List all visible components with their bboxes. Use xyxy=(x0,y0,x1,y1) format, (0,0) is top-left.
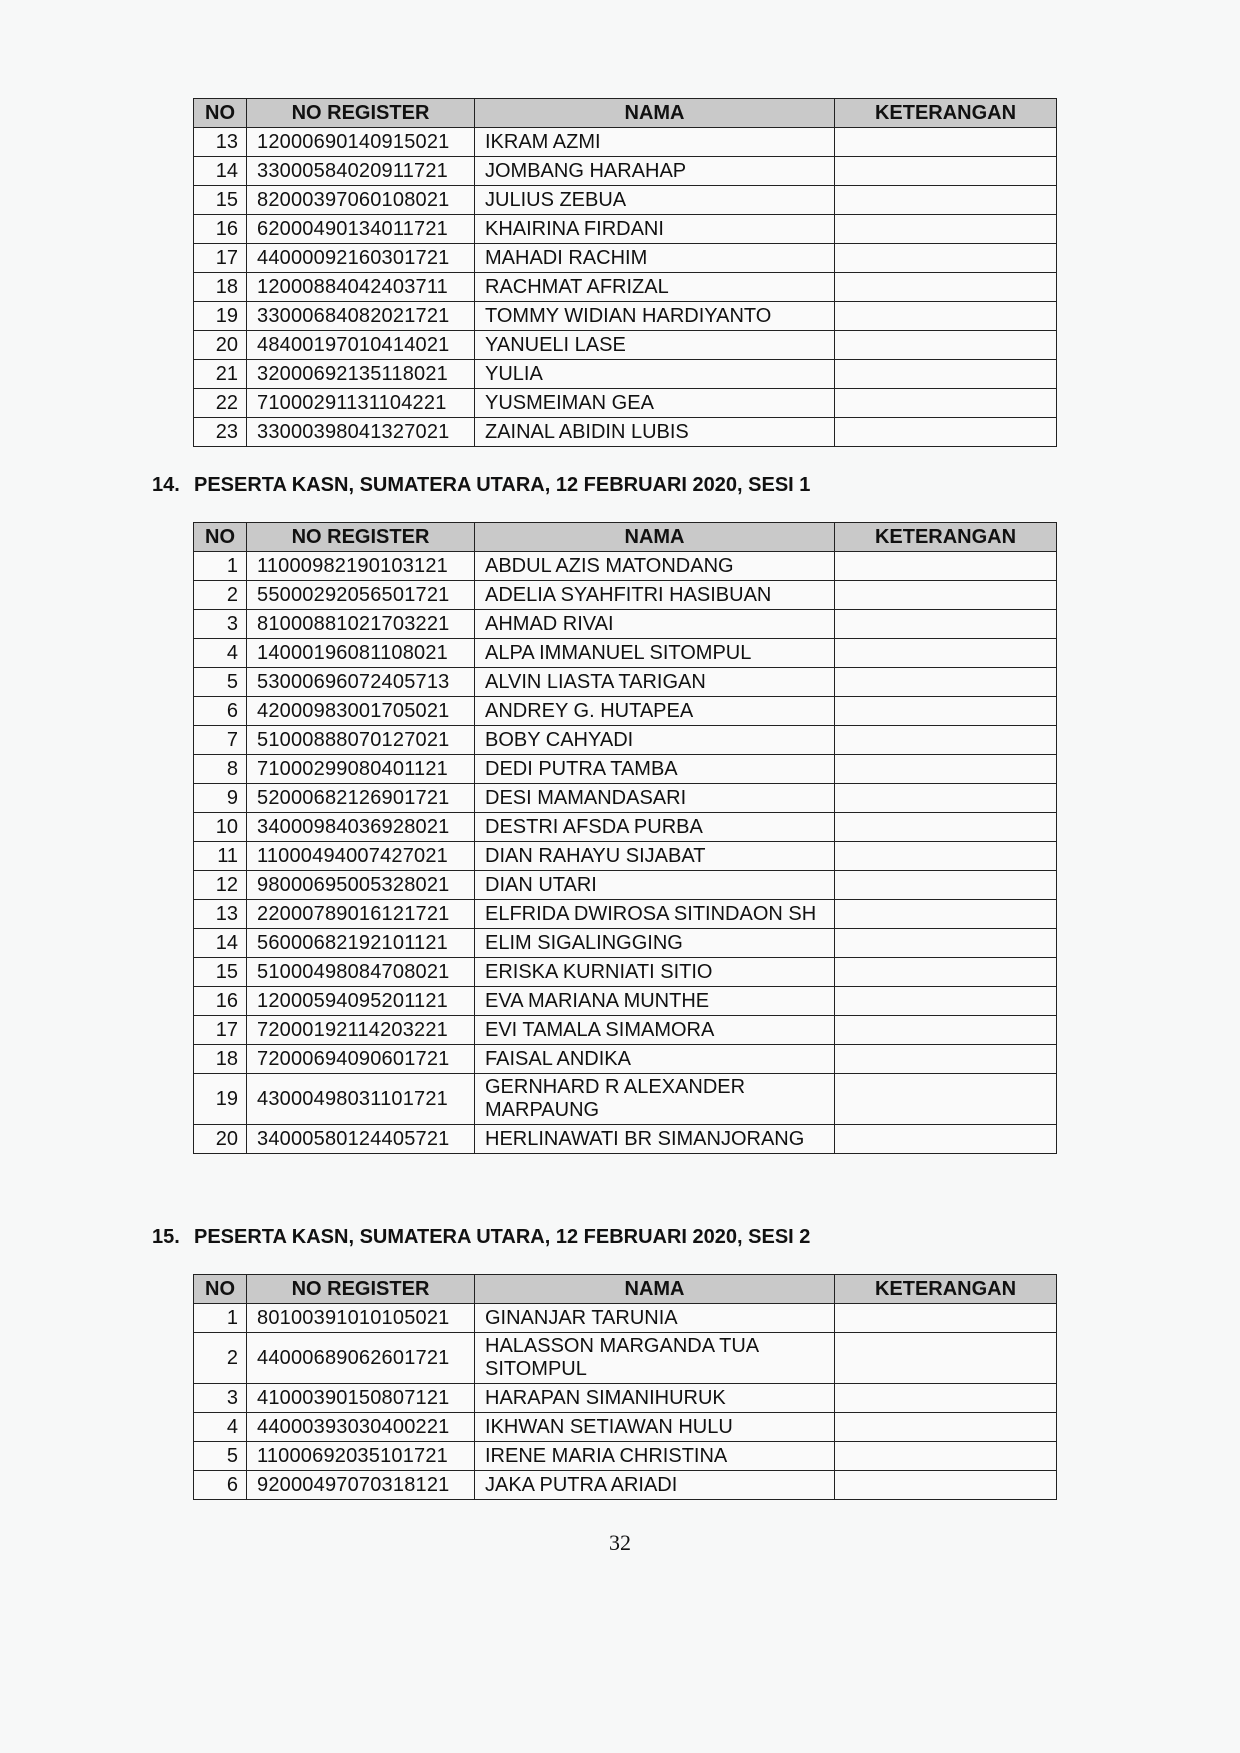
cell-no: 20 xyxy=(194,1125,247,1154)
cell-nama: EVI TAMALA SIMAMORA xyxy=(475,1016,835,1045)
cell-nama: RACHMAT AFRIZAL xyxy=(475,273,835,302)
column-header-no: NO xyxy=(194,99,247,128)
cell-register: 34000580124405721 xyxy=(247,1125,475,1154)
cell-no: 7 xyxy=(194,726,247,755)
section-title: PESERTA KASN, SUMATERA UTARA, 12 FEBRUARI 2020, SESI 2 xyxy=(194,1226,811,1248)
table-row xyxy=(194,273,1057,302)
column-header-no: NO xyxy=(194,1275,247,1304)
cell-no: 17 xyxy=(194,244,247,273)
table-row xyxy=(194,987,1057,1016)
cell-nama: HERLINAWATI BR SIMANJORANG xyxy=(475,1125,835,1154)
cell-register: 72000694090601721 xyxy=(247,1045,475,1074)
cell-no: 4 xyxy=(194,639,247,668)
cell-no: 9 xyxy=(194,784,247,813)
cell-keterangan xyxy=(835,871,1057,900)
cell-register: 72000192114203221 xyxy=(247,1016,475,1045)
cell-no: 6 xyxy=(194,1471,247,1500)
table-row xyxy=(194,1125,1057,1154)
cell-register: 42000983001705021 xyxy=(247,697,475,726)
cell-register: 11000494007427021 xyxy=(247,842,475,871)
cell-keterangan xyxy=(835,1304,1057,1333)
cell-no: 2 xyxy=(194,1333,247,1384)
cell-keterangan xyxy=(835,987,1057,1016)
cell-keterangan xyxy=(835,1442,1057,1471)
cell-keterangan xyxy=(835,128,1057,157)
cell-register: 33000398041327021 xyxy=(247,418,475,447)
cell-keterangan xyxy=(835,784,1057,813)
section-title: PESERTA KASN, SUMATERA UTARA, 12 FEBRUARI 2020, SESI 1 xyxy=(194,474,811,496)
cell-keterangan xyxy=(835,1471,1057,1500)
participants-table-sesi-1 xyxy=(193,522,1057,1154)
cell-nama: GERNHARD R ALEXANDER MARPAUNG xyxy=(475,1074,835,1125)
cell-nama: BOBY CAHYADI xyxy=(475,726,835,755)
cell-keterangan xyxy=(835,302,1057,331)
cell-nama: DIAN RAHAYU SIJABAT xyxy=(475,842,835,871)
cell-register: 12000690140915021 xyxy=(247,128,475,157)
cell-no: 19 xyxy=(194,1074,247,1125)
cell-keterangan xyxy=(835,244,1057,273)
column-header-register: NO REGISTER xyxy=(247,523,475,552)
cell-nama: DESTRI AFSDA PURBA xyxy=(475,813,835,842)
cell-register: 80100391010105021 xyxy=(247,1304,475,1333)
cell-no: 3 xyxy=(194,1384,247,1413)
cell-no: 11 xyxy=(194,842,247,871)
table-row xyxy=(194,1442,1057,1471)
table-row xyxy=(194,755,1057,784)
cell-keterangan xyxy=(835,331,1057,360)
cell-keterangan xyxy=(835,813,1057,842)
cell-register: 12000884042403711 xyxy=(247,273,475,302)
cell-nama: ABDUL AZIS MATONDANG xyxy=(475,552,835,581)
cell-no: 1 xyxy=(194,552,247,581)
cell-no: 12 xyxy=(194,871,247,900)
cell-register: 11000982190103121 xyxy=(247,552,475,581)
table-row xyxy=(194,157,1057,186)
cell-nama: DIAN UTARI xyxy=(475,871,835,900)
cell-no: 18 xyxy=(194,1045,247,1074)
cell-nama: HALASSON MARGANDA TUA SITOMPUL xyxy=(475,1333,835,1384)
cell-register: 33000584020911721 xyxy=(247,157,475,186)
cell-no: 19 xyxy=(194,302,247,331)
cell-keterangan xyxy=(835,726,1057,755)
cell-register: 33000684082021721 xyxy=(247,302,475,331)
cell-nama: IRENE MARIA CHRISTINA xyxy=(475,1442,835,1471)
cell-nama: GINANJAR TARUNIA xyxy=(475,1304,835,1333)
cell-keterangan xyxy=(835,215,1057,244)
cell-register: 44000689062601721 xyxy=(247,1333,475,1384)
table-row xyxy=(194,418,1057,447)
cell-no: 20 xyxy=(194,331,247,360)
column-header-keterangan: KETERANGAN xyxy=(835,523,1057,552)
cell-no: 5 xyxy=(194,1442,247,1471)
cell-register: 22000789016121721 xyxy=(247,900,475,929)
cell-no: 21 xyxy=(194,360,247,389)
cell-nama: ELFRIDA DWIROSA SITINDAON SH xyxy=(475,900,835,929)
page-number: 32 xyxy=(609,1530,631,1555)
cell-nama: IKRAM AZMI xyxy=(475,128,835,157)
cell-keterangan xyxy=(835,842,1057,871)
cell-nama: ZAINAL ABIDIN LUBIS xyxy=(475,418,835,447)
cell-keterangan xyxy=(835,929,1057,958)
section-heading-15 xyxy=(152,1226,810,1249)
table-row xyxy=(194,610,1057,639)
cell-nama: DEDI PUTRA TAMBA xyxy=(475,755,835,784)
table-continued xyxy=(193,98,1056,447)
cell-nama: JAKA PUTRA ARIADI xyxy=(475,1471,835,1500)
cell-no: 16 xyxy=(194,987,247,1016)
table-row xyxy=(194,1384,1057,1413)
cell-register: 41000390150807121 xyxy=(247,1384,475,1413)
cell-keterangan xyxy=(835,273,1057,302)
cell-no: 13 xyxy=(194,128,247,157)
column-header-keterangan: KETERANGAN xyxy=(835,1275,1057,1304)
cell-no: 16 xyxy=(194,215,247,244)
table-row xyxy=(194,784,1057,813)
column-header-register: NO REGISTER xyxy=(247,1275,475,1304)
cell-register: 51000888070127021 xyxy=(247,726,475,755)
table-row xyxy=(194,697,1057,726)
table-row xyxy=(194,389,1057,418)
table-section-14 xyxy=(193,522,1056,1154)
cell-register: 56000682192101121 xyxy=(247,929,475,958)
cell-keterangan xyxy=(835,958,1057,987)
table-row xyxy=(194,1471,1057,1500)
cell-keterangan xyxy=(835,418,1057,447)
table-row xyxy=(194,1413,1057,1442)
cell-nama: JOMBANG HARAHAP xyxy=(475,157,835,186)
cell-nama: ADELIA SYAHFITRI HASIBUAN xyxy=(475,581,835,610)
table-header-row xyxy=(194,523,1057,552)
cell-nama: ALVIN LIASTA TARIGAN xyxy=(475,668,835,697)
cell-keterangan xyxy=(835,668,1057,697)
table-row xyxy=(194,360,1057,389)
cell-register: 82000397060108021 xyxy=(247,186,475,215)
table-row xyxy=(194,1045,1057,1074)
table-row xyxy=(194,1016,1057,1045)
table-section-15 xyxy=(193,1274,1056,1500)
table-header-row xyxy=(194,99,1057,128)
cell-keterangan xyxy=(835,186,1057,215)
column-header-no: NO xyxy=(194,523,247,552)
cell-nama: ELIM SIGALINGGING xyxy=(475,929,835,958)
cell-register: 48400197010414021 xyxy=(247,331,475,360)
cell-no: 15 xyxy=(194,958,247,987)
cell-nama: YANUELI LASE xyxy=(475,331,835,360)
cell-nama: ALPA IMMANUEL SITOMPUL xyxy=(475,639,835,668)
cell-no: 14 xyxy=(194,157,247,186)
cell-no: 13 xyxy=(194,900,247,929)
cell-keterangan xyxy=(835,900,1057,929)
cell-register: 51000498084708021 xyxy=(247,958,475,987)
cell-register: 71000291131104221 xyxy=(247,389,475,418)
participants-table-continued xyxy=(193,98,1057,447)
column-header-nama: NAMA xyxy=(475,523,835,552)
section-number: 14. xyxy=(152,474,180,496)
cell-no: 10 xyxy=(194,813,247,842)
table-header-row xyxy=(194,1275,1057,1304)
table-row xyxy=(194,900,1057,929)
table-row xyxy=(194,668,1057,697)
cell-no: 22 xyxy=(194,389,247,418)
table-row xyxy=(194,1074,1057,1125)
cell-register: 44000092160301721 xyxy=(247,244,475,273)
cell-no: 23 xyxy=(194,418,247,447)
cell-no: 15 xyxy=(194,186,247,215)
cell-register: 55000292056501721 xyxy=(247,581,475,610)
cell-nama: AHMAD RIVAI xyxy=(475,610,835,639)
cell-nama: ANDREY G. HUTAPEA xyxy=(475,697,835,726)
cell-register: 98000695005328021 xyxy=(247,871,475,900)
cell-no: 1 xyxy=(194,1304,247,1333)
cell-keterangan xyxy=(835,1384,1057,1413)
table-row xyxy=(194,552,1057,581)
cell-nama: YULIA xyxy=(475,360,835,389)
cell-nama: YUSMEIMAN GEA xyxy=(475,389,835,418)
cell-no: 18 xyxy=(194,273,247,302)
cell-keterangan xyxy=(835,1016,1057,1045)
column-header-nama: NAMA xyxy=(475,1275,835,1304)
cell-keterangan xyxy=(835,755,1057,784)
cell-register: 12000594095201121 xyxy=(247,987,475,1016)
cell-register: 14000196081108021 xyxy=(247,639,475,668)
column-header-register: NO REGISTER xyxy=(247,99,475,128)
table-row xyxy=(194,929,1057,958)
cell-nama: EVA MARIANA MUNTHE xyxy=(475,987,835,1016)
cell-no: 2 xyxy=(194,581,247,610)
cell-keterangan xyxy=(835,1074,1057,1125)
table-row xyxy=(194,958,1057,987)
table-body xyxy=(194,552,1057,1154)
cell-nama: IKHWAN SETIAWAN HULU xyxy=(475,1413,835,1442)
table-row xyxy=(194,842,1057,871)
cell-register: 81000881021703221 xyxy=(247,610,475,639)
cell-no: 14 xyxy=(194,929,247,958)
column-header-nama: NAMA xyxy=(475,99,835,128)
cell-register: 71000299080401121 xyxy=(247,755,475,784)
table-row xyxy=(194,331,1057,360)
table-row xyxy=(194,813,1057,842)
cell-nama: KHAIRINA FIRDANI xyxy=(475,215,835,244)
cell-register: 32000692135118021 xyxy=(247,360,475,389)
cell-nama: HARAPAN SIMANIHURUK xyxy=(475,1384,835,1413)
table-row xyxy=(194,128,1057,157)
table-row xyxy=(194,1333,1057,1384)
cell-no: 5 xyxy=(194,668,247,697)
table-body xyxy=(194,128,1057,447)
table-row xyxy=(194,639,1057,668)
cell-no: 3 xyxy=(194,610,247,639)
cell-keterangan xyxy=(835,157,1057,186)
column-header-keterangan: KETERANGAN xyxy=(835,99,1057,128)
table-row xyxy=(194,244,1057,273)
cell-nama: JULIUS ZEBUA xyxy=(475,186,835,215)
cell-nama: DESI MAMANDASARI xyxy=(475,784,835,813)
cell-no: 4 xyxy=(194,1413,247,1442)
cell-register: 62000490134011721 xyxy=(247,215,475,244)
cell-keterangan xyxy=(835,1333,1057,1384)
cell-keterangan xyxy=(835,389,1057,418)
cell-keterangan xyxy=(835,581,1057,610)
cell-keterangan xyxy=(835,1045,1057,1074)
cell-no: 8 xyxy=(194,755,247,784)
cell-keterangan xyxy=(835,697,1057,726)
cell-register: 53000696072405713 xyxy=(247,668,475,697)
table-row xyxy=(194,302,1057,331)
cell-nama: MAHADI RACHIM xyxy=(475,244,835,273)
table-row xyxy=(194,581,1057,610)
cell-keterangan xyxy=(835,552,1057,581)
table-row xyxy=(194,215,1057,244)
cell-no: 17 xyxy=(194,1016,247,1045)
cell-register: 52000682126901721 xyxy=(247,784,475,813)
cell-register: 34000984036928021 xyxy=(247,813,475,842)
cell-keterangan xyxy=(835,360,1057,389)
participants-table-sesi-2 xyxy=(193,1274,1057,1500)
cell-register: 43000498031101721 xyxy=(247,1074,475,1125)
section-number: 15. xyxy=(152,1226,180,1248)
cell-nama: ERISKA KURNIATI SITIO xyxy=(475,958,835,987)
cell-keterangan xyxy=(835,610,1057,639)
cell-no: 6 xyxy=(194,697,247,726)
cell-keterangan xyxy=(835,639,1057,668)
table-row xyxy=(194,726,1057,755)
cell-nama: TOMMY WIDIAN HARDIYANTO xyxy=(475,302,835,331)
cell-register: 44000393030400221 xyxy=(247,1413,475,1442)
cell-register: 92000497070318121 xyxy=(247,1471,475,1500)
cell-nama: FAISAL ANDIKA xyxy=(475,1045,835,1074)
table-row xyxy=(194,1304,1057,1333)
table-row xyxy=(194,186,1057,215)
cell-keterangan xyxy=(835,1125,1057,1154)
table-row xyxy=(194,871,1057,900)
cell-keterangan xyxy=(835,1413,1057,1442)
cell-register: 11000692035101721 xyxy=(247,1442,475,1471)
section-heading-14 xyxy=(152,474,810,497)
table-body xyxy=(194,1304,1057,1500)
